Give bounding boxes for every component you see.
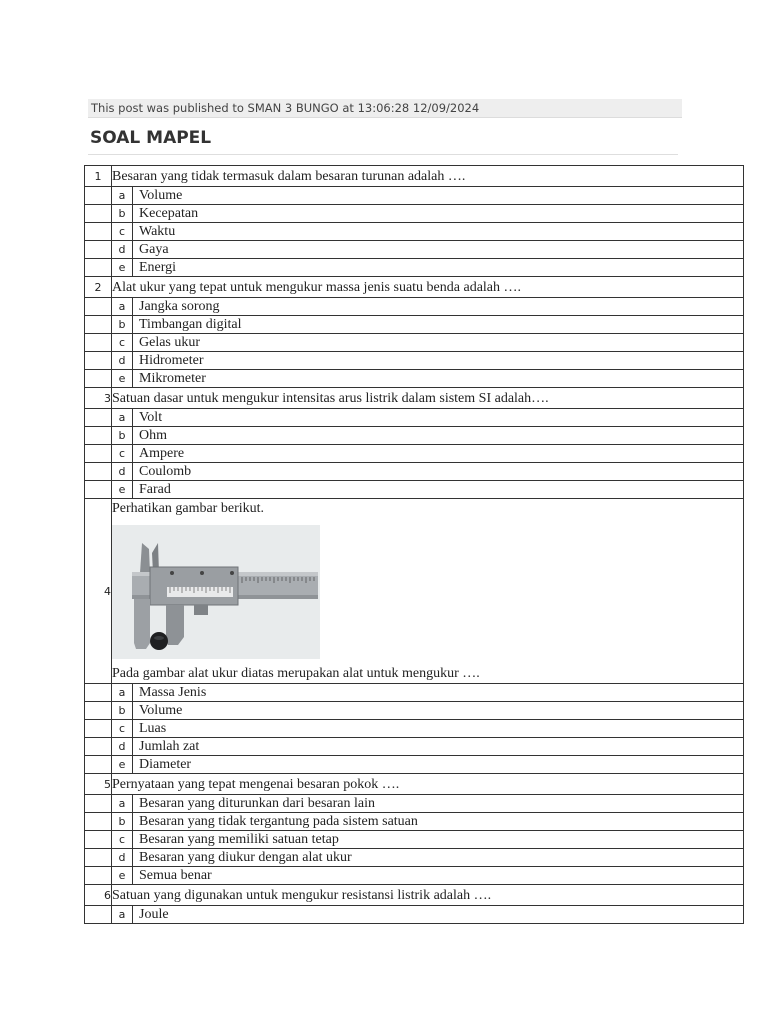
option-row — [85, 187, 744, 205]
answer-option[interactable] — [112, 352, 743, 369]
option-text: Waktu — [139, 224, 176, 239]
option-row — [85, 720, 744, 738]
answer-option[interactable] — [112, 316, 743, 333]
option-text: Diameter — [139, 757, 192, 772]
question-number: 2 — [85, 277, 112, 298]
option-text: Energi — [139, 260, 177, 275]
option-letter: b — [112, 702, 133, 719]
option-text: Volume — [139, 703, 183, 718]
answer-option[interactable] — [112, 334, 743, 351]
option-row — [85, 370, 744, 388]
option-text: Jumlah zat — [139, 739, 200, 754]
option-row — [85, 205, 744, 223]
question-row — [85, 166, 744, 187]
answer-option[interactable] — [112, 241, 743, 258]
answer-option[interactable] — [112, 370, 743, 387]
option-row — [85, 831, 744, 849]
option-letter: d — [112, 241, 133, 258]
option-row — [85, 867, 744, 885]
option-letter: a — [112, 187, 133, 204]
option-letter: e — [112, 259, 133, 276]
option-text: Besaran yang diturunkan dari besaran lain — [139, 796, 375, 811]
option-row — [85, 481, 744, 499]
option-text: Hidrometer — [139, 353, 204, 368]
option-letter: d — [112, 738, 133, 755]
option-row — [85, 334, 744, 352]
option-letter: a — [112, 684, 133, 701]
option-letter: b — [112, 427, 133, 444]
option-row — [85, 352, 744, 370]
question-row — [85, 885, 744, 906]
question-row — [85, 774, 744, 795]
option-row — [85, 445, 744, 463]
answer-option[interactable] — [112, 445, 743, 462]
option-row — [85, 241, 744, 259]
option-letter: a — [112, 298, 133, 315]
option-row — [85, 738, 744, 756]
answer-option[interactable] — [112, 813, 743, 830]
option-letter: a — [112, 795, 133, 812]
answer-option[interactable] — [112, 720, 743, 737]
question-row — [85, 277, 744, 298]
option-row — [85, 702, 744, 720]
question-number: 4 — [85, 499, 112, 684]
option-letter: c — [112, 831, 133, 848]
option-row — [85, 259, 744, 277]
answer-option[interactable] — [112, 409, 743, 426]
page-title: SOAL MAPEL — [90, 128, 212, 148]
question-text: Besaran yang tidak termasuk dalam besaran turunan adalah …. — [112, 166, 744, 187]
answer-option[interactable] — [112, 867, 743, 884]
option-text: Volt — [139, 410, 163, 425]
option-letter: e — [112, 867, 133, 884]
option-letter: c — [112, 720, 133, 737]
option-text: Massa Jenis — [139, 685, 207, 700]
option-text: Jangka sorong — [139, 299, 220, 314]
question-row — [85, 499, 744, 684]
option-letter: b — [112, 813, 133, 830]
question-row — [85, 388, 744, 409]
option-text: Timbangan digital — [139, 317, 242, 332]
option-text: Gelas ukur — [139, 335, 201, 350]
option-text: Kecepatan — [139, 206, 199, 221]
answer-option[interactable] — [112, 223, 743, 240]
option-text: Ohm — [139, 428, 167, 443]
option-row — [85, 223, 744, 241]
answer-option[interactable] — [112, 481, 743, 498]
option-text: Luas — [139, 721, 167, 736]
answer-option[interactable] — [112, 463, 743, 480]
option-letter: e — [112, 481, 133, 498]
option-row — [85, 849, 744, 867]
question-text: Satuan dasar untuk mengukur intensitas arus listrik dalam sistem SI adalah…. — [112, 388, 744, 409]
option-row — [85, 427, 744, 445]
option-text: Semua benar — [139, 868, 212, 883]
question-intro: Perhatikan gambar berikut. — [112, 501, 265, 516]
option-text: Joule — [139, 907, 169, 922]
question-number: 3 — [85, 388, 112, 409]
option-row — [85, 463, 744, 481]
option-letter: d — [112, 352, 133, 369]
option-row — [85, 795, 744, 813]
option-row — [85, 906, 744, 924]
option-letter: c — [112, 445, 133, 462]
question-number: 1 — [85, 166, 112, 187]
option-row — [85, 409, 744, 427]
option-letter: c — [112, 334, 133, 351]
option-text: Gaya — [139, 242, 169, 257]
option-letter: b — [112, 316, 133, 333]
answer-option[interactable] — [112, 205, 743, 222]
answer-option[interactable] — [112, 259, 743, 276]
option-letter: d — [112, 463, 133, 480]
answer-option[interactable] — [112, 849, 743, 866]
answer-option[interactable] — [112, 427, 743, 444]
question-number: 6 — [85, 885, 112, 906]
option-text: Ampere — [139, 446, 185, 461]
answer-option[interactable] — [112, 187, 743, 204]
vernier-caliper-icon — [112, 525, 320, 659]
answer-option[interactable] — [112, 756, 743, 773]
option-letter: a — [112, 906, 133, 923]
option-row — [85, 298, 744, 316]
answer-option[interactable] — [112, 831, 743, 848]
option-letter: b — [112, 205, 133, 222]
option-letter: e — [112, 370, 133, 387]
option-text: Besaran yang diukur dengan alat ukur — [139, 850, 352, 865]
answer-option[interactable] — [112, 738, 743, 755]
question-text: Pernyataan yang tepat mengenai besaran pokok …. — [112, 774, 744, 795]
question-number: 5 — [85, 774, 112, 795]
option-text: Besaran yang memiliki satuan tetap — [139, 832, 339, 847]
option-text: Farad — [139, 482, 171, 497]
option-letter: a — [112, 409, 133, 426]
question-text: Satuan yang digunakan untuk mengukur resistansi listrik adalah …. — [112, 885, 744, 906]
question-table — [84, 165, 744, 924]
question-text: Alat ukur yang tepat untuk mengukur massa jenis suatu benda adalah …. — [112, 277, 744, 298]
answer-option[interactable] — [112, 795, 743, 812]
option-row — [85, 813, 744, 831]
option-row — [85, 756, 744, 774]
option-text: Besaran yang tidak tergantung pada sistem satuan — [139, 814, 418, 829]
question-text: Pada gambar alat ukur diatas merupakan alat untuk mengukur …. — [112, 666, 480, 681]
option-row — [85, 684, 744, 702]
option-text: Coulomb — [139, 464, 192, 479]
publish-notice: This post was published to SMAN 3 BUNGO at 13:06:28 12/09/2024 — [88, 99, 682, 118]
option-letter: d — [112, 849, 133, 866]
answer-option[interactable] — [112, 906, 743, 923]
option-letter: c — [112, 223, 133, 240]
option-text: Mikrometer — [139, 371, 206, 386]
answer-option[interactable] — [112, 298, 743, 315]
option-row — [85, 316, 744, 334]
option-letter: e — [112, 756, 133, 773]
option-text: Volume — [139, 188, 183, 203]
answer-option[interactable] — [112, 702, 743, 719]
answer-option[interactable] — [112, 684, 743, 701]
title-divider — [88, 154, 678, 155]
